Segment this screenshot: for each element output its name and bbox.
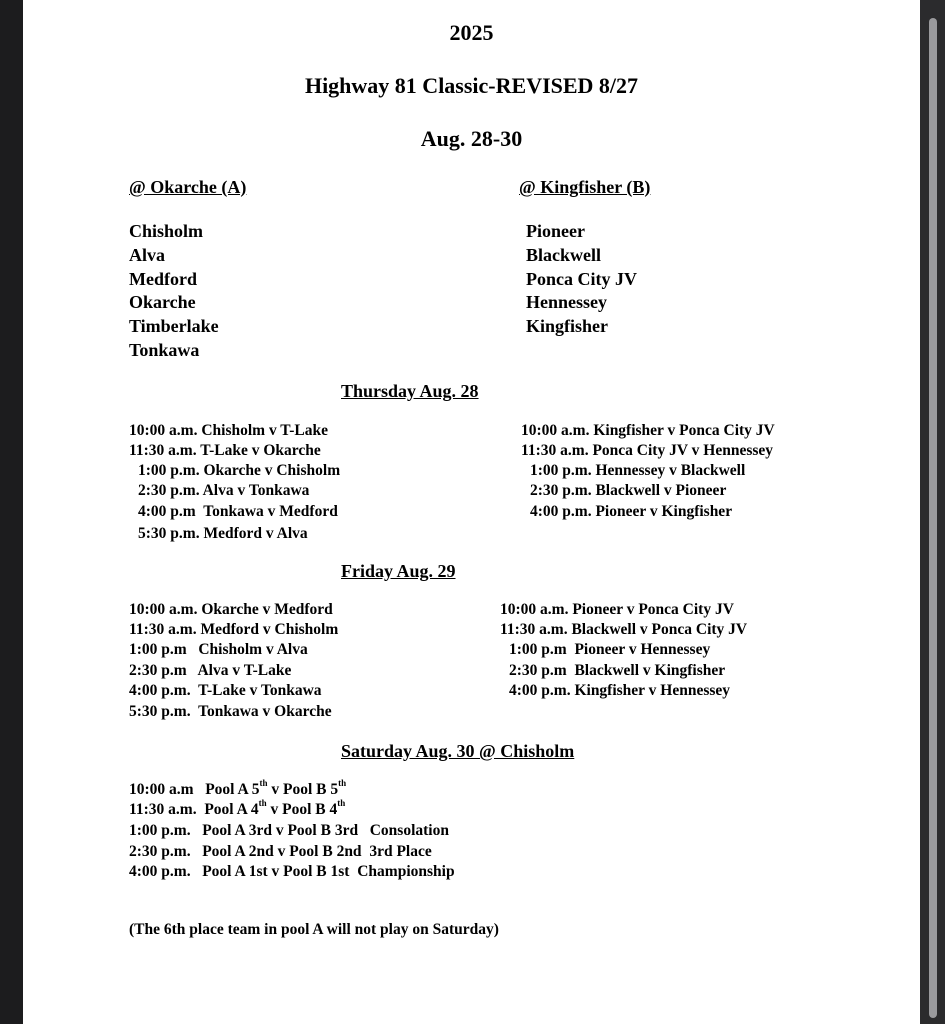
pool-b-seed: v Pool B 3rd — [275, 822, 359, 839]
pool-a-team: Alva — [129, 245, 165, 265]
game-time: 11:30 a.m. — [521, 442, 589, 459]
friday-game-pool-b — [500, 621, 747, 639]
game-match: Tonkawa v Medford — [203, 503, 338, 520]
saturday-game — [129, 822, 449, 840]
friday-header: Friday Aug. 29 — [341, 561, 456, 581]
game-label: Championship — [357, 863, 455, 880]
game-match: Okarche v Chisholm — [203, 462, 341, 479]
friday-game-pool-b — [509, 682, 730, 700]
thursday-game-pool-b — [521, 422, 775, 440]
game-time: 5:30 p.m. — [129, 703, 191, 720]
game-time: 4:00 p.m — [138, 503, 196, 520]
pool-b-team: Kingfisher — [526, 316, 609, 336]
pool-a-team: Chisholm — [129, 221, 204, 241]
game-time: 10:00 a.m — [129, 781, 194, 798]
thursday-game-pool-a — [138, 462, 340, 480]
pool-a-seed: Pool A 3rd — [202, 822, 272, 839]
game-time: 4:00 p.m. — [509, 682, 571, 699]
pool-b-team: Hennessey — [526, 292, 607, 312]
pool-a-header: @ Okarche (A) — [129, 177, 247, 197]
pool-b-seed: v Pool B 1st — [271, 863, 350, 880]
thursday-game-pool-b — [530, 482, 726, 500]
game-match: Pioneer v Ponca City JV — [572, 601, 734, 618]
thursday-game-pool-a — [129, 422, 328, 440]
game-time: 4:00 p.m. — [129, 863, 191, 880]
game-match: Tonkawa v Okarche — [198, 703, 332, 720]
pool-a-seed: Pool A 1st — [202, 863, 268, 880]
game-time: 1:00 p.m. — [138, 462, 200, 479]
ordinal-suffix: th — [258, 798, 267, 808]
friday-game-pool-a — [129, 682, 322, 700]
pool-a-seed: Pool A 4 — [204, 801, 259, 818]
thursday-game-pool-a — [138, 503, 338, 521]
game-match: Chisholm v Alva — [198, 641, 308, 658]
pool-a-team: Timberlake — [129, 316, 219, 336]
date-range: Aug. 28-30 — [420, 126, 523, 151]
game-time: 11:30 a.m. — [129, 621, 197, 638]
game-time: 10:00 a.m. — [521, 422, 590, 439]
game-match: Blackwell v Ponca City JV — [571, 621, 748, 638]
game-match: Pioneer v Hennessey — [574, 641, 711, 658]
game-match: Alva v T-Lake — [197, 662, 292, 679]
game-time: 11:30 a.m. — [500, 621, 568, 638]
game-time: 10:00 a.m. — [129, 422, 198, 439]
pool-a-team: Tonkawa — [129, 340, 200, 360]
game-time: 11:30 a.m. — [129, 801, 197, 818]
game-match: Blackwell v Pioneer — [595, 482, 727, 499]
game-time: 2:30 p.m — [129, 662, 187, 679]
ordinal-suffix: th — [338, 778, 347, 788]
saturday-game — [129, 798, 346, 819]
game-time: 2:30 p.m — [509, 662, 567, 679]
game-match: Kingfisher v Hennessey — [574, 682, 731, 699]
game-time: 1:00 p.m. — [530, 462, 592, 479]
pool-a-seed: Pool A 2nd — [202, 843, 274, 860]
game-label: Consolation — [369, 822, 449, 839]
game-match: T-Lake v Tonkawa — [198, 682, 322, 699]
friday-game-pool-a — [129, 662, 291, 680]
game-time: 2:30 p.m. — [129, 843, 191, 860]
game-match: Okarche v Medford — [201, 601, 333, 618]
thursday-game-pool-a — [138, 525, 308, 543]
friday-game-pool-a — [129, 601, 333, 619]
game-match: Blackwell v Kingfisher — [574, 662, 726, 679]
friday-game-pool-a — [129, 621, 338, 639]
saturday-game — [129, 843, 432, 861]
game-match: Medford v Alva — [203, 525, 308, 542]
thursday-game-pool-b — [530, 503, 732, 521]
scrollbar-thumb[interactable] — [929, 18, 937, 1018]
friday-game-pool-b — [509, 662, 725, 680]
pool-a-team: Medford — [129, 269, 197, 289]
thursday-game-pool-a — [138, 482, 309, 500]
year: 2025 — [449, 20, 494, 45]
pool-b-team: Blackwell — [526, 245, 601, 265]
game-label: 3rd Place — [369, 843, 432, 860]
ordinal-suffix: th — [337, 798, 346, 808]
saturday-game — [129, 778, 347, 799]
pool-a-seed: Pool A 5 — [205, 781, 260, 798]
game-match: Medford v Chisholm — [200, 621, 339, 638]
document-page — [23, 0, 920, 1024]
pool-b-team: Ponca City JV — [526, 269, 637, 289]
game-match: Ponca City JV v Hennessey — [592, 442, 774, 459]
game-time: 10:00 a.m. — [129, 601, 198, 618]
game-time: 1:00 p.m — [509, 641, 567, 658]
pool-b-seed: v Pool B 5 — [271, 781, 339, 798]
game-match: T-Lake v Okarche — [200, 442, 321, 459]
saturday-header: Saturday Aug. 30 @ Chisholm — [341, 741, 575, 761]
friday-game-pool-a — [129, 703, 332, 721]
friday-game-pool-b — [500, 601, 734, 619]
ordinal-suffix: th — [259, 778, 268, 788]
game-time: 11:30 a.m. — [129, 442, 197, 459]
saturday-game — [129, 863, 455, 881]
game-time: 4:00 p.m. — [129, 682, 191, 699]
game-time: 2:30 p.m. — [138, 482, 200, 499]
friday-game-pool-b — [509, 641, 710, 659]
game-match: Kingfisher v Ponca City JV — [593, 422, 775, 439]
thursday-header: Thursday Aug. 28 — [341, 381, 479, 401]
game-match: Pioneer v Kingfisher — [595, 503, 733, 520]
friday-game-pool-a — [129, 641, 308, 659]
footnote: (The 6th place team in pool A will not play on Saturday) — [129, 921, 499, 938]
pool-b-seed: v Pool B 4 — [270, 801, 338, 818]
game-time: 2:30 p.m. — [530, 482, 592, 499]
pool-b-team: Pioneer — [526, 221, 585, 241]
game-match: Chisholm v T-Lake — [201, 422, 328, 439]
game-time: 5:30 p.m. — [138, 525, 200, 542]
thursday-game-pool-a — [129, 442, 321, 460]
game-time: 10:00 a.m. — [500, 601, 569, 618]
pool-b-seed: v Pool B 2nd — [277, 843, 362, 860]
game-match: Alva v Tonkawa — [202, 482, 310, 499]
game-time: 1:00 p.m. — [129, 822, 191, 839]
page-title: Highway 81 Classic-REVISED 8/27 — [304, 73, 639, 98]
thursday-game-pool-b — [521, 442, 773, 460]
pool-b-header: @ Kingfisher (B) — [519, 177, 651, 197]
game-time: 4:00 p.m. — [530, 503, 592, 520]
game-time: 1:00 p.m — [129, 641, 187, 658]
game-match: Hennessey v Blackwell — [595, 462, 746, 479]
pool-a-team: Okarche — [129, 292, 196, 312]
thursday-game-pool-b — [530, 462, 745, 480]
